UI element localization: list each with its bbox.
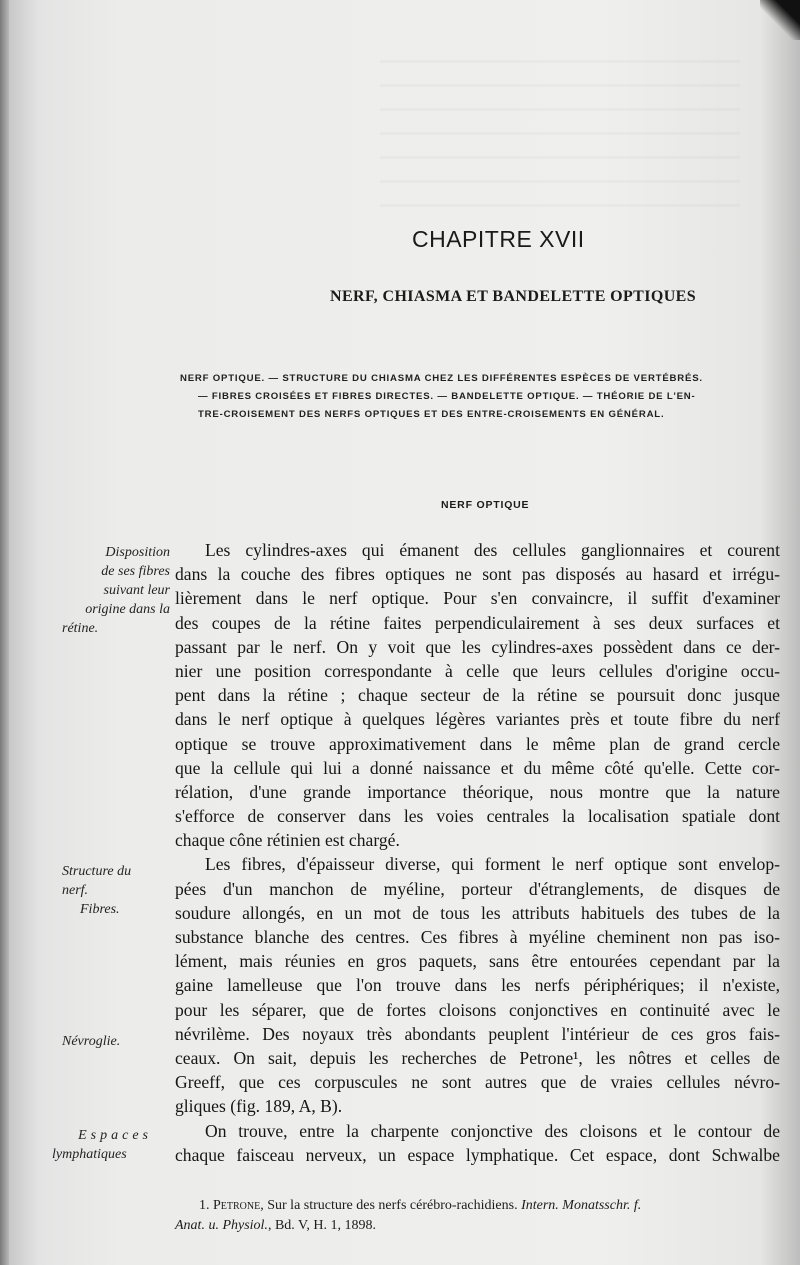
body-line: chaque cône rétinien est chargé.: [175, 830, 400, 851]
body-line: que la cellule qui lui a donné naissance et du même côté qu'elle. Cette cor-: [175, 757, 780, 778]
chapter-heading: CHAPITRE XVII: [412, 226, 585, 252]
summary-line: — FIBRES CROISÉES ET FIBRES DIRECTES. — BANDELETTE OPTIQUE. — THÉORIE DE L'EN-: [198, 391, 696, 402]
page-corner-shadow: [760, 0, 800, 40]
body-line: dans la couche des fibres optiques ne sont pas disposés au hasard et irrégu-: [175, 564, 780, 585]
margin-note-espaces: [52, 1126, 152, 1164]
margin-note-line: Espaces: [78, 1128, 152, 1143]
margin-note-line: rétine.: [62, 621, 99, 636]
chapter-summary: [180, 370, 770, 424]
margin-note-line: Structure du: [62, 864, 132, 879]
footnote: [175, 1196, 780, 1236]
body-line: gliques (fig. 189, A, B).: [175, 1096, 343, 1117]
summary-line: NERF OPTIQUE. — STRUCTURE DU CHIASMA CHEZ LES DIFFÉRENTES ESPÈCES DE VERTÉBRÉS.: [180, 373, 703, 384]
margin-note-line: Fibres.: [80, 902, 120, 917]
summary-line: TRE-CROISEMENT DES NERFS OPTIQUES ET DES ENTRE-CROISEMENTS EN GÉNÉRAL.: [198, 409, 665, 420]
body-line: s'efforce de conserver dans les voies centrales la localisation spatiale dont: [175, 806, 780, 827]
footnote-author: Petrone: [213, 1198, 261, 1213]
margin-note-line: nerf.: [62, 883, 89, 898]
footnote-line: [175, 1196, 780, 1216]
footnote-volume: , Bd. V, H. 1, 1898.: [267, 1218, 376, 1233]
body-line: rélation, d'une grande importance théorique, nous montre que la nature: [175, 781, 780, 802]
body-line: lièrement dans le nerf optique. Pour s'en convaincre, il suffit d'examiner: [175, 588, 780, 609]
section-subheading: NERF OPTIQUE: [441, 499, 530, 511]
margin-note-line: lymphatiques: [52, 1147, 127, 1162]
body-line: substance blanche des centres. Ces fibres à myéline cheminent non pas iso-: [175, 927, 780, 947]
footnote-text: , Sur la structure des nerfs cérébro-rachidiens.: [260, 1198, 522, 1213]
body-line: pour les séparer, que de fortes cloisons conjonctives en continuité avec le: [175, 999, 780, 1020]
body-line: des coupes de la rétine faites perpendiculairement à ses deux surfaces et: [175, 612, 780, 633]
bleed-through-texture: [380, 60, 740, 220]
page-spine-shadow: [0, 0, 9, 1265]
body-line: gaine lamelleuse que l'on trouve dans les nerfs périphériques; il n'existe,: [175, 975, 780, 996]
margin-note-line: de ses fibres: [101, 564, 170, 579]
body-line: névrilème. Des noyaux très abondants peuplent l'intérieur de ces gros fais-: [175, 1023, 780, 1044]
margin-note-line: suivant leur: [103, 583, 170, 598]
footnote-journal: Intern. Monatsschr. f.: [521, 1198, 642, 1213]
body-line: pées d'un manchon de myéline, porteur d'étranglements, de disques de: [175, 878, 780, 899]
body-line: soudure allongés, en un mot de tous les attributs habituels des tubes de la: [175, 902, 780, 923]
margin-note-line: Disposition: [105, 545, 170, 560]
footnote-journal-cont: Anat. u. Physiol.: [175, 1218, 268, 1233]
body-text: [175, 538, 780, 1167]
body-line: On trouve, entre la charpente conjonctive des cloisons et le contour de: [205, 1120, 780, 1141]
body-line: chaque faisceau nerveux, un espace lymphatique. Cet espace, dont Schwalbe: [175, 1144, 780, 1165]
body-line: Les fibres, d'épaisseur diverse, qui forment le nerf optique sont envelop-: [205, 854, 780, 875]
body-line: Greeff, que ces corpuscules ne sont autres que de vraies cellules névro-: [175, 1072, 780, 1093]
body-line: optique se trouve approximativement dans le même plan de grand cercle: [175, 733, 780, 754]
body-line: nier une position correspondante à celle que leurs cellules d'origine occu-: [175, 660, 780, 681]
margin-note-nevroglie: [62, 1032, 120, 1051]
margin-note-disposition: [62, 543, 170, 638]
footnote-line: [175, 1216, 780, 1236]
body-line: ceaux. On sait, depuis les recherches de Petrone¹, les nôtres et celles de: [175, 1047, 780, 1068]
chapter-title: NERF, CHIASMA ET BANDELETTE OPTIQUES: [330, 288, 697, 305]
body-line: passant par le nerf. On y voit que les cylindres-axes possèdent dans ce der-: [175, 636, 780, 657]
body-line: Les cylindres-axes qui émanent des cellules ganglionnaires et courent: [205, 540, 780, 560]
body-line: lément, mais réunies en gros paquets, sans être entourées cependant par la: [175, 951, 780, 972]
margin-note-structure: [62, 862, 131, 919]
body-line: dans le nerf optique à quelques légères variantes près et toute fibre du nerf: [175, 709, 780, 730]
margin-note-line: Névroglie.: [62, 1034, 121, 1049]
body-line: pent dans la rétine ; chaque secteur de la rétine se poursuit donc jusque: [175, 685, 780, 706]
margin-note-line: origine dans la: [85, 602, 170, 617]
footnote-number: 1.: [199, 1198, 210, 1213]
